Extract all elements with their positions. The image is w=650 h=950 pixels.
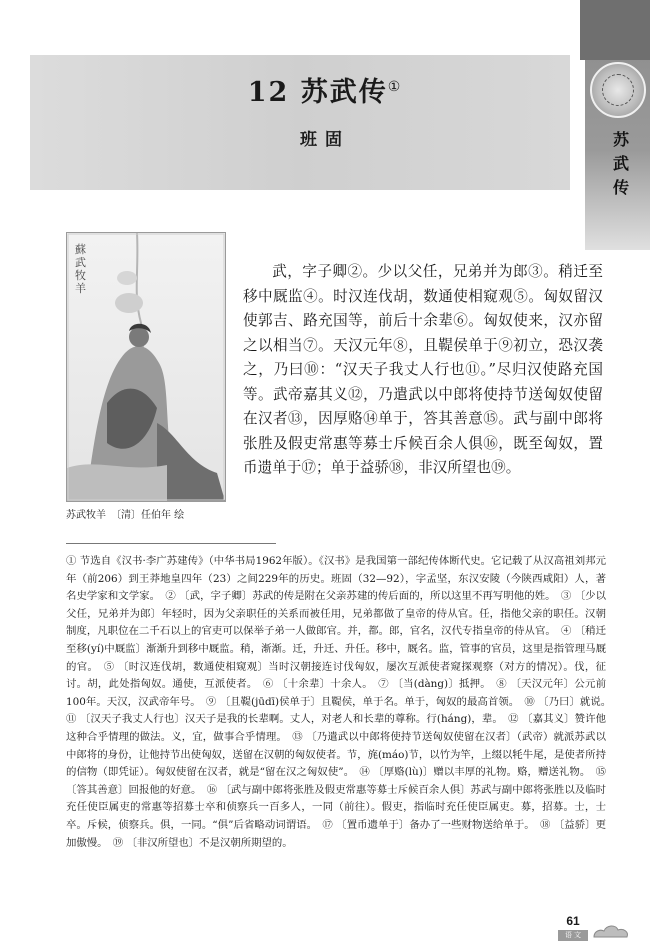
illustration-painting	[66, 232, 226, 502]
side-label-char: 武	[612, 154, 629, 173]
main-text	[243, 260, 603, 481]
footnote-text: ① 节选自《汉书·李广苏建传》（中华书局1962年版）。《汉书》是我国第一部纪传体断代史。它记载了从汉高祖刘邦元年（前206）到王莽地皇四年（23）之间229年的历史。班固（32—92），字孟坚，东汉安陵（今陕西咸阳）人，著名史学家和文学家。 ② 〔武，字子卿〕苏武的传是附在父亲苏建的传后面的，所以这里不再写明他的姓。 ③ 〔少以父任，兄弟并为郎〕年轻时，因为父亲职任的关系而被任用，兄弟都做了皇帝的侍从官。任，指他父亲的职任。汉朝制度，凡职位在二千石以上的官吏可以保举子弟一人做郎官。并，都。郎，官名，汉代专指皇帝的侍从官。 ④ 〔稍迁至移(yí)中厩监〕渐渐升到移中厩监。稍，渐渐。迁，升迁、升任。移中，厩名。监，管事的官员，这里是指管理马厩的官。 ⑤ 〔时汉连伐胡，数通使相窥观〕当时汉朝接连讨伐匈奴，屡次互派使者窥探观察（对方的情况）。伐，征讨。胡，此处指匈奴。通使，互派使者。 ⑥ 〔十余辈〕十余人。 ⑦ 〔当(dàng)〕抵押。 ⑧ 〔天汉元年〕公元前100年。天汉，汉武帝年号。 ⑨ 〔且鞮(jūdī)侯单于〕且鞮侯，单于名。单于，匈奴的最高首领。 ⑩ 〔乃曰〕就说。 ⑪ 〔汉天子我丈人行也〕汉天子是我的长辈啊。丈人，对老人和长辈的尊称。行(háng)，辈。 ⑫ 〔嘉其义〕赞许他这种合乎情理的做法。义，宜，做事合乎情理。 ⑬ 〔乃遣武以中郎将使持节送匈奴使留在汉者〕（武帝）就派苏武以中郎将的身份，让他持节出使匈奴，送留在汉朝的匈奴使者。节，旄(máo)节，以竹为竿，上缀以牦牛尾，是使者所持的信物（即凭证）。匈奴使留在汉者，就是“留在汉之匈奴使”。 ⑭ 〔厚赂(lù)〕赠以丰厚的礼物。赂，赠送礼物。 ⑮ 〔答其善意〕回报他的好意。 ⑯ 〔武与副中郎将张胜及假吏常惠等募士斥候百余人俱〕苏武与副中郎将张胜以及临时充任使臣属吏的常惠等招募士卒和侦察兵一百多人，一同（前往）。假吏，指临时充任使臣属吏。募，招募。士，士卒。斥候，侦察兵。俱，一同。“俱”后省略动词谓语。 ⑰ 〔置币遗单于〕备办了一些财物送给单于。 ⑱ 〔益骄〕更加傲慢。 ⑲ 〔非汉所望也〕不是汉朝所期望的。	[66, 555, 617, 849]
page-subject-tag: 语 文	[558, 930, 588, 941]
side-decoration-top	[580, 0, 650, 60]
title-text: 12 苏武传	[247, 77, 388, 108]
footnotes	[66, 553, 617, 852]
page-title	[0, 70, 650, 109]
author-name: 班固	[300, 130, 350, 150]
main-paragraph: 武，字子卿②。少以父任，兄弟并为郎③。稍迁至移中厩监④。时汉连伐胡，数通使相窥观⑤。匈奴留汉使郭吉、路充国等，前后十余辈⑥。匈奴使来，汉亦留之以相当⑦。天汉元年⑧，且鞮侯单于⑨初立，恐汉袭之，乃曰⑩：“汉天子我丈人行也⑪。”尽归汉使路充国等。武帝嘉其义⑫，乃遣武以中郎将使持节送匈奴使留在汉者⑬，因厚赂⑭单于，答其善意⑮。武与副中郎将张胜及假吏常惠等募士斥候百余人俱⑯，既至匈奴，置币遗单于⑰；单于益骄⑱，非汉所望也⑲。	[243, 263, 603, 476]
page-number: 61	[566, 914, 580, 928]
cloud-ornament-icon	[592, 921, 630, 939]
footnote-divider	[66, 543, 276, 544]
side-label-char: 苏	[612, 130, 629, 149]
painting-inscription: 蘇武牧羊	[75, 243, 86, 295]
illustration-caption: 苏武牧羊 〔清〕任伯年 绘	[66, 510, 185, 521]
title-footnote-mark: ①	[387, 79, 403, 95]
side-label-char: 传	[612, 178, 629, 197]
